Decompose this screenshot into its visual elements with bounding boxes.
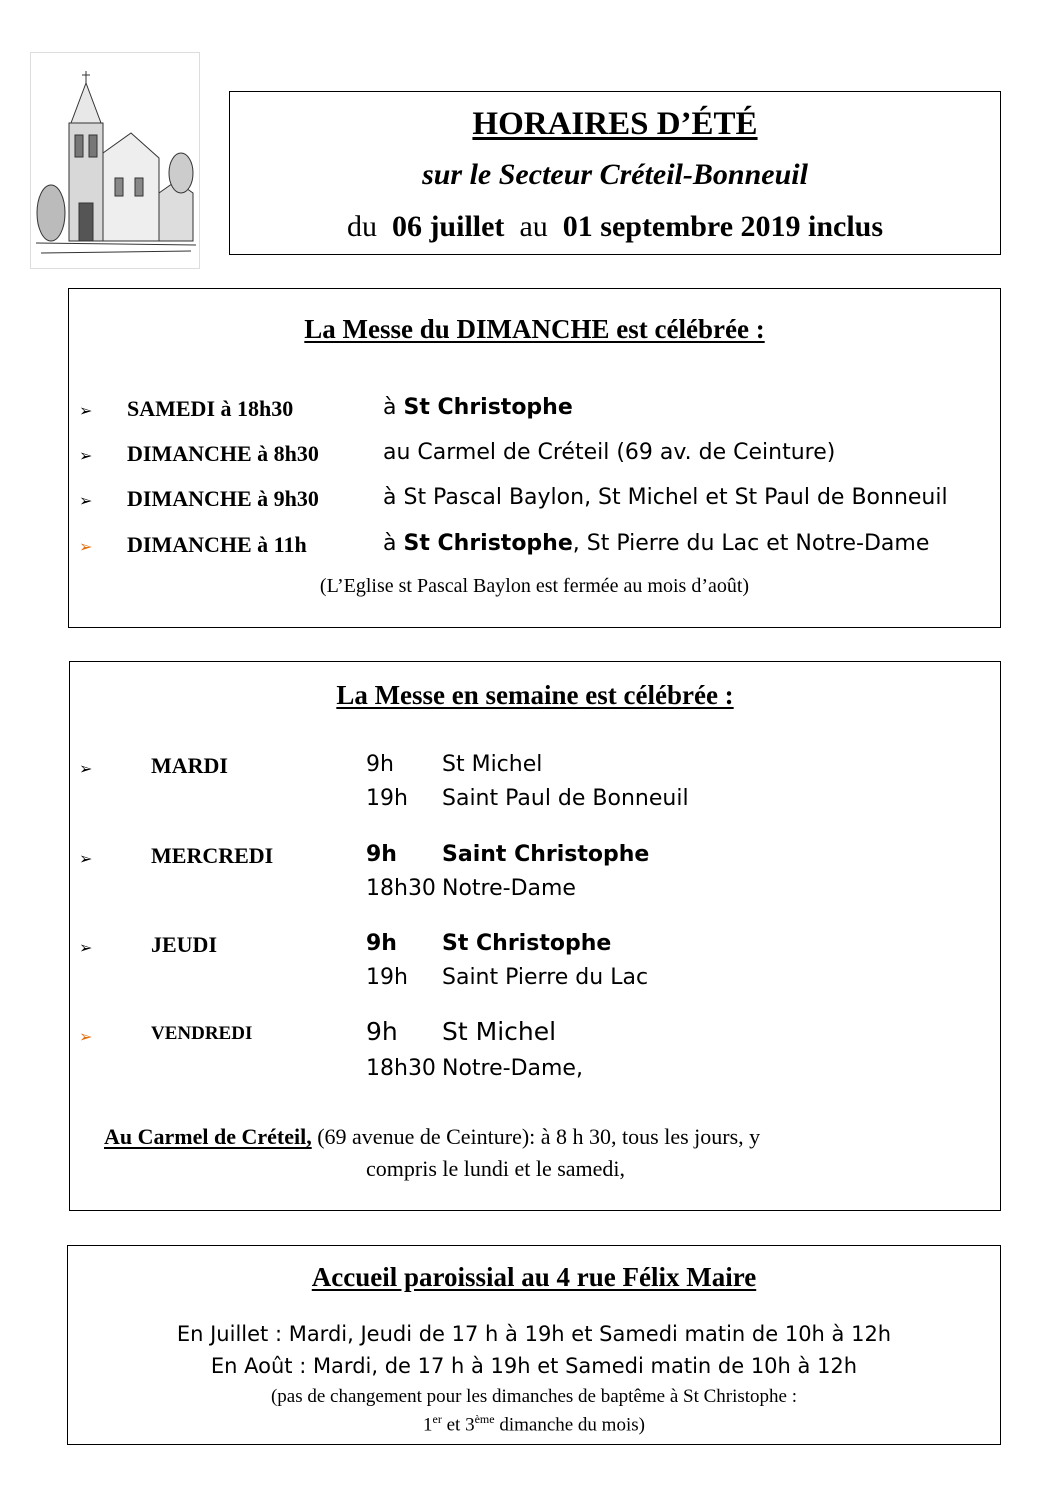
weekday-time: 18h30 bbox=[366, 1056, 436, 1081]
sunday-note: (L’Eglise st Pascal Baylon est fermée au mois d’août) bbox=[319, 575, 750, 597]
bullet-arrow-icon: ➢ bbox=[79, 1027, 93, 1046]
weekday-place: Notre-Dame, bbox=[442, 1056, 583, 1081]
carmel-line2: compris le lundi et le samedi, bbox=[366, 1156, 626, 1181]
accueil-note1: (pas de changement pour les dimanches de baptême à St Christophe : bbox=[270, 1386, 798, 1407]
weekday-place: St Michel bbox=[442, 752, 543, 777]
weekday-place: Notre-Dame bbox=[442, 876, 576, 901]
header-box bbox=[229, 91, 1001, 255]
date-start: 06 juillet bbox=[391, 210, 505, 243]
weekday-place: Saint Pierre du Lac bbox=[442, 965, 649, 990]
date-au: au bbox=[519, 210, 548, 243]
sunday-heading: La Messe du DIMANCHE est célébrée : bbox=[304, 314, 765, 344]
accueil-box bbox=[67, 1245, 1001, 1445]
weekday-time: 9h bbox=[366, 752, 394, 777]
weekday-day: JEUDI bbox=[151, 932, 218, 957]
weekday-time: 9h bbox=[366, 1017, 398, 1046]
carmel-note bbox=[104, 1124, 760, 1150]
sunday-item-day: SAMEDI à 18h30 bbox=[127, 396, 294, 421]
sunday-item-place: au Carmel de Créteil (69 av. de Ceinture) bbox=[383, 440, 836, 465]
weekday-place: St Michel bbox=[442, 1017, 557, 1046]
accueil-august: En Août : Mardi, de 17 h à 19h et Samedi matin de 10h à 12h bbox=[210, 1354, 858, 1378]
page-subtitle: sur le Secteur Créteil-Bonneuil bbox=[422, 158, 808, 191]
accueil-note2: 1er et 3ème dimanche du mois) bbox=[423, 1412, 645, 1436]
bullet-arrow-icon: ➢ bbox=[79, 537, 93, 556]
weekday-heading: La Messe en semaine est célébrée : bbox=[336, 680, 734, 710]
bullet-arrow-icon: ➢ bbox=[79, 938, 93, 957]
date-du: du bbox=[346, 210, 377, 243]
accueil-heading: Accueil paroissial au 4 rue Félix Maire bbox=[311, 1262, 757, 1292]
church-sketch bbox=[30, 52, 200, 269]
sunday-item-place: à St Christophe bbox=[383, 395, 573, 420]
sunday-mass-box bbox=[68, 288, 1001, 628]
sunday-item-day: DIMANCHE à 9h30 bbox=[127, 486, 319, 511]
sunday-item-day: DIMANCHE à 8h30 bbox=[127, 441, 319, 466]
weekday-time: 19h bbox=[366, 786, 408, 811]
page-title: HORAIRES D’ÉTÉ bbox=[472, 106, 758, 142]
bullet-arrow-icon: ➢ bbox=[79, 401, 93, 420]
weekday-time: 9h bbox=[366, 931, 397, 956]
bullet-arrow-icon: ➢ bbox=[79, 759, 93, 778]
weekday-day: MERCREDI bbox=[151, 843, 274, 868]
bullet-arrow-icon: ➢ bbox=[79, 849, 93, 868]
weekday-mass-box bbox=[69, 661, 1001, 1211]
sunday-item-day: DIMANCHE à 11h bbox=[127, 532, 307, 557]
weekday-day: VENDREDI bbox=[151, 1023, 253, 1044]
carmel-line1: (69 avenue de Ceinture): à 8 h 30, tous les jours, y bbox=[311, 1124, 761, 1149]
weekday-place: Saint Paul de Bonneuil bbox=[442, 786, 689, 811]
sunday-item-place: à St Pascal Baylon, St Michel et St Paul de Bonneuil bbox=[383, 485, 948, 510]
weekday-time: 9h bbox=[366, 842, 397, 867]
weekday-day: MARDI bbox=[151, 753, 228, 778]
bullet-arrow-icon: ➢ bbox=[79, 446, 93, 465]
weekday-time: 18h30 bbox=[366, 876, 436, 901]
weekday-place: Saint Christophe bbox=[442, 842, 650, 867]
weekday-place: St Christophe bbox=[442, 931, 612, 956]
accueil-july: En Juillet : Mardi, Jeudi de 17 h à 19h et Samedi matin de 10h à 12h bbox=[176, 1322, 892, 1346]
bullet-arrow-icon: ➢ bbox=[79, 491, 93, 510]
weekday-time: 19h bbox=[366, 965, 408, 990]
date-end: 01 septembre 2019 inclus bbox=[562, 210, 884, 243]
sunday-item-place: à St Christophe, St Pierre du Lac et Notre-Dame bbox=[383, 531, 930, 556]
date-range bbox=[230, 210, 1000, 244]
carmel-label: Au Carmel de Créteil, bbox=[104, 1124, 312, 1149]
